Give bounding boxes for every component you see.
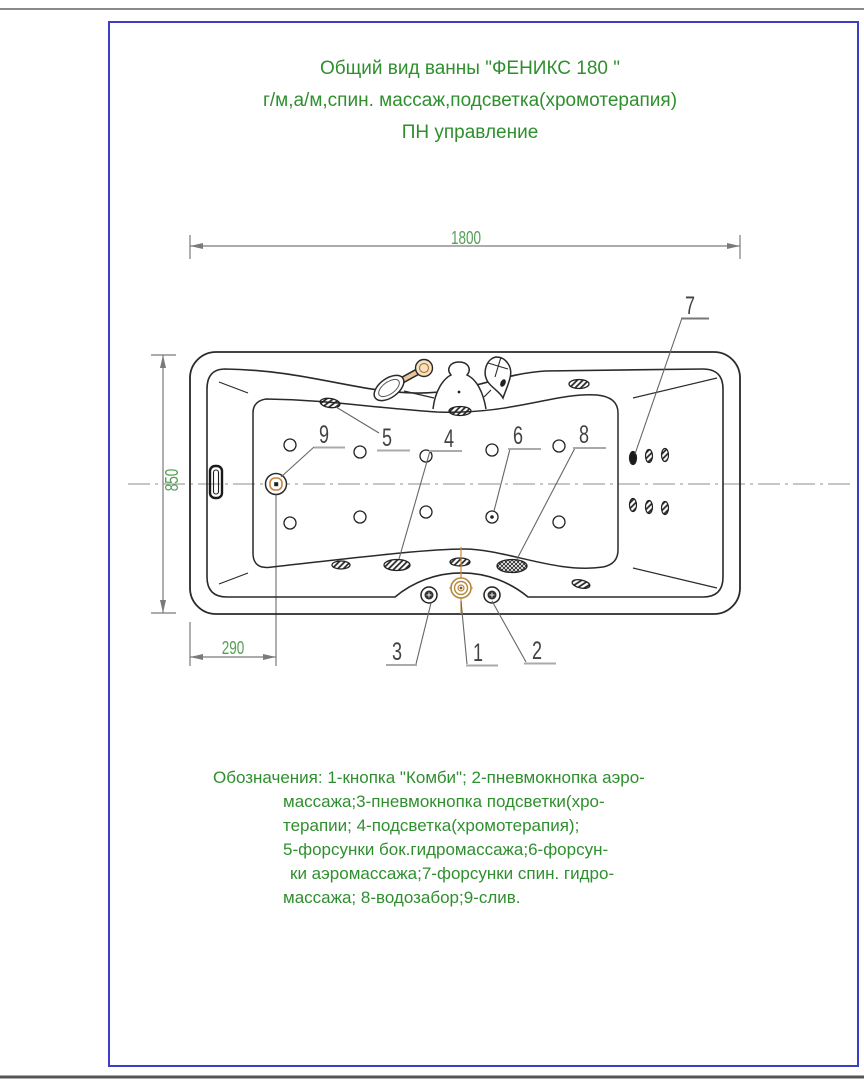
legend-line-6: массажа; 8-водозабор;9-слив. xyxy=(283,888,521,907)
spine-jet xyxy=(630,499,637,512)
spine-jet xyxy=(646,450,653,463)
legend-line-5: ки аэромассажа;7-форсунки спин. гидро- xyxy=(290,864,615,883)
title-line-3: ПН управление xyxy=(401,122,539,143)
callout-8: 8 xyxy=(578,421,590,449)
combi-button xyxy=(451,578,471,598)
hydro-jet xyxy=(450,558,470,566)
callout-1: 1 xyxy=(472,639,484,667)
callout-3: 3 xyxy=(391,638,403,666)
callout-6: 6 xyxy=(512,422,524,450)
spine-jet xyxy=(646,501,653,514)
leader-8 xyxy=(517,448,575,559)
corner-chamfer-bl xyxy=(219,573,248,584)
chromo-light-jet xyxy=(384,560,410,571)
hydro-jets xyxy=(319,380,590,590)
faucet-left-handle xyxy=(370,360,433,406)
dim-length-label: 1800 xyxy=(450,228,482,248)
leader-1 xyxy=(461,601,467,664)
aero-jet xyxy=(284,439,296,451)
legend xyxy=(213,766,733,910)
title-line-2: г/м,а/м,спин. массаж,подсветка(хромотерапия) xyxy=(262,90,678,111)
tub-basin-contour xyxy=(253,395,618,569)
leader-3 xyxy=(416,603,431,664)
spine-jet xyxy=(662,502,669,515)
dim-drain-offset-label: 290 xyxy=(221,638,245,658)
leader-2 xyxy=(492,601,526,662)
faucet-knob xyxy=(416,360,433,377)
legend-line-2: массажа;3-пневмокнопка подсветки(хро- xyxy=(283,792,605,811)
overflow-fitting xyxy=(210,466,222,498)
corner-chamfer-br xyxy=(633,568,717,588)
callout-7: 7 xyxy=(684,292,696,320)
legend-line-3: терапии; 4-подсветка(хромотерапия); xyxy=(283,816,580,835)
aero-jet xyxy=(553,516,565,528)
leader-5 xyxy=(336,407,379,433)
corner-chamfer-tl xyxy=(219,382,248,393)
leader-6 xyxy=(494,449,510,511)
title-line-1: Общий вид ванны "ФЕНИКС 180 " xyxy=(319,58,621,79)
leader-9 xyxy=(281,447,314,477)
callout-9: 9 xyxy=(318,421,330,449)
hydro-jet xyxy=(449,407,471,416)
water-intake xyxy=(497,560,527,573)
aero-jet xyxy=(284,517,296,529)
aero-button xyxy=(484,587,500,603)
aero-jet xyxy=(354,446,366,458)
leader-4 xyxy=(399,451,430,559)
spine-jet xyxy=(662,449,669,462)
spine-jets xyxy=(630,449,669,515)
aero-jet xyxy=(553,440,565,452)
callout-2: 2 xyxy=(531,637,543,665)
dim-width-label: 850 xyxy=(162,468,182,492)
aero-jet xyxy=(354,511,366,523)
legend-line-1: Обозначения: 1-кнопка "Комби"; 2-пневмокнопка аэро- xyxy=(213,768,645,787)
callout-4: 4 xyxy=(443,425,455,453)
hydro-jet xyxy=(332,561,350,569)
drain-fitting xyxy=(266,474,287,495)
light-button xyxy=(421,587,437,603)
hydro-jet xyxy=(571,578,590,590)
aero-jet xyxy=(486,444,498,456)
page-frame xyxy=(0,9,864,1077)
aero-jet xyxy=(420,506,432,518)
hydro-jet xyxy=(319,397,340,409)
corner-chamfer-tr xyxy=(633,378,717,398)
leader-7 xyxy=(635,318,682,454)
legend-line-4: 5-форсунки бок.гидромассажа;6-форсун- xyxy=(283,840,609,859)
hydro-jet xyxy=(569,380,589,389)
callout-5: 5 xyxy=(381,424,393,452)
